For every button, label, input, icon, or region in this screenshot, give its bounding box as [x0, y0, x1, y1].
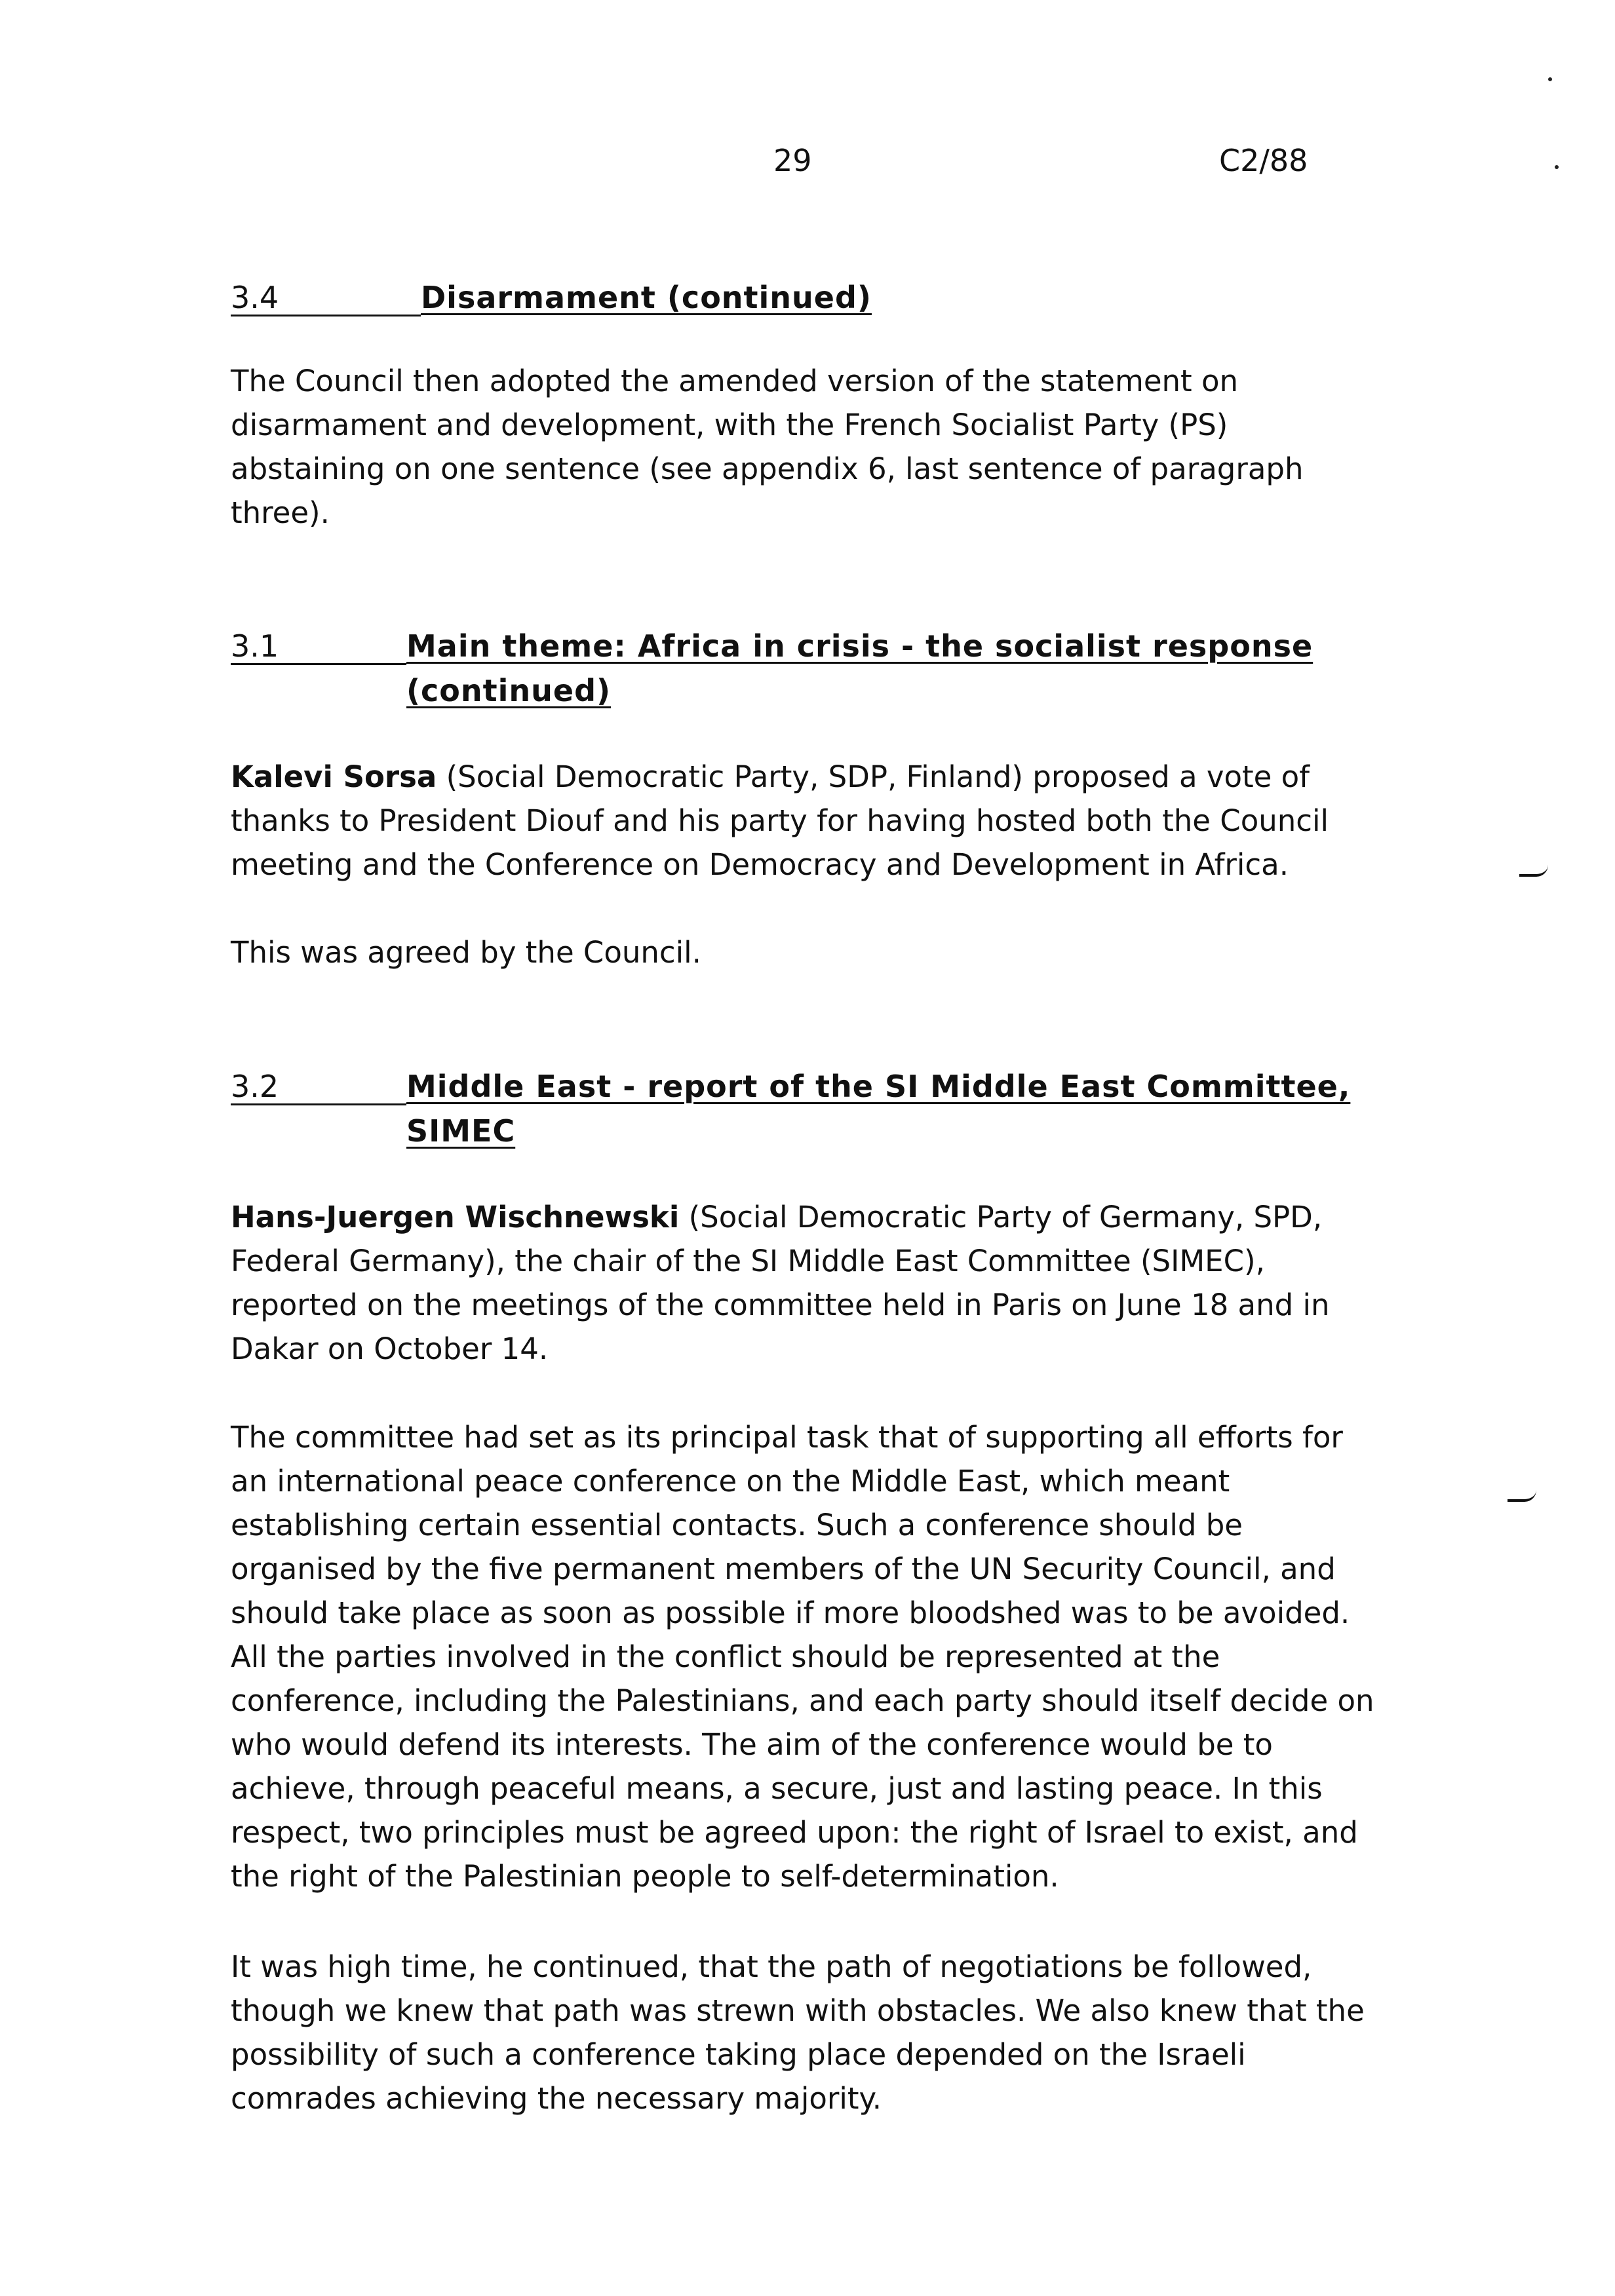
- paragraph: [231, 755, 1384, 887]
- paragraph: The committee had set as its principal task that of supporting all efforts for an international peace conference on the Middle East, which meant establishing certain essential contacts. Such a conference should be organised by the five permanent members of the UN Security Council, and should take place as soon as possible if more bloodshed was to be avoided. All the parties involved in the conflict should be represented at the conference, including the Palestinians, and each party should itself decide on who would defend its interests. The aim of the conference would be to achieve, through peaceful means, a secure, just and lasting peace. In this respect, two principles must be agreed upon: the right of Israel to exist, and the right of the Palestinian people to self-determination.: [231, 1420, 1374, 1894]
- section-title-line1: Middle East - report of the SI Middle East Committee,: [406, 1069, 1351, 1104]
- section-title-line1: Main theme: Africa in crisis - the socialist response: [406, 628, 1313, 664]
- paragraph: This was agreed by the Council.: [231, 935, 701, 970]
- paragraph-text: (Social Democratic Party, SDP, Finland) proposed a vote of thanks to President Diouf and his party for having hosted both the Council meeting and the Conference on Democracy and Development in Africa.: [231, 759, 1329, 882]
- section-title: Disarmament (continued): [421, 280, 872, 315]
- paragraph-text: (Social Democratic Party of Germany, SPD, Federal Germany), the chair of the SI Middle East Committee (SIMEC), reported on the meetings of the committee held in Paris on June 18 and in Dakar on October 14.: [231, 1200, 1330, 1366]
- section-number: 3.4: [231, 280, 279, 315]
- section-title-line2: (continued): [406, 673, 612, 708]
- margin-mark: [1508, 1490, 1536, 1502]
- margin-mark: [1555, 165, 1559, 169]
- section-3-1-heading: [231, 624, 1384, 713]
- section-title-line2: SIMEC: [406, 1113, 516, 1149]
- paragraph: The Council then adopted the amended version of the statement on disarmament and development, with the French Socialist Party (PS) abstaining on one sentence (see appendix 6, last sentence of paragraph three).: [231, 364, 1304, 530]
- page-number: 29: [773, 143, 812, 178]
- section-3-2-heading: [231, 1064, 1384, 1153]
- margin-mark: [1519, 865, 1548, 877]
- speaker-name: Kalevi Sorsa: [231, 759, 437, 794]
- paragraph: It was high time, he continued, that the path of negotiations be followed, though we knew that path was strewn with obstacles. We also knew that the possibility of such a conference taking place depended on the Israeli comrades achieving the necessary majority.: [231, 1949, 1365, 2116]
- paragraph: [231, 1195, 1384, 1371]
- document-reference: C2/88: [1219, 143, 1308, 178]
- speaker-name: Hans-Juergen Wischnewski: [231, 1200, 680, 1234]
- section-number: 3.1: [231, 628, 279, 664]
- section-3-4-heading: [231, 275, 1384, 320]
- section-number: 3.2: [231, 1069, 279, 1104]
- margin-mark: [1548, 77, 1552, 81]
